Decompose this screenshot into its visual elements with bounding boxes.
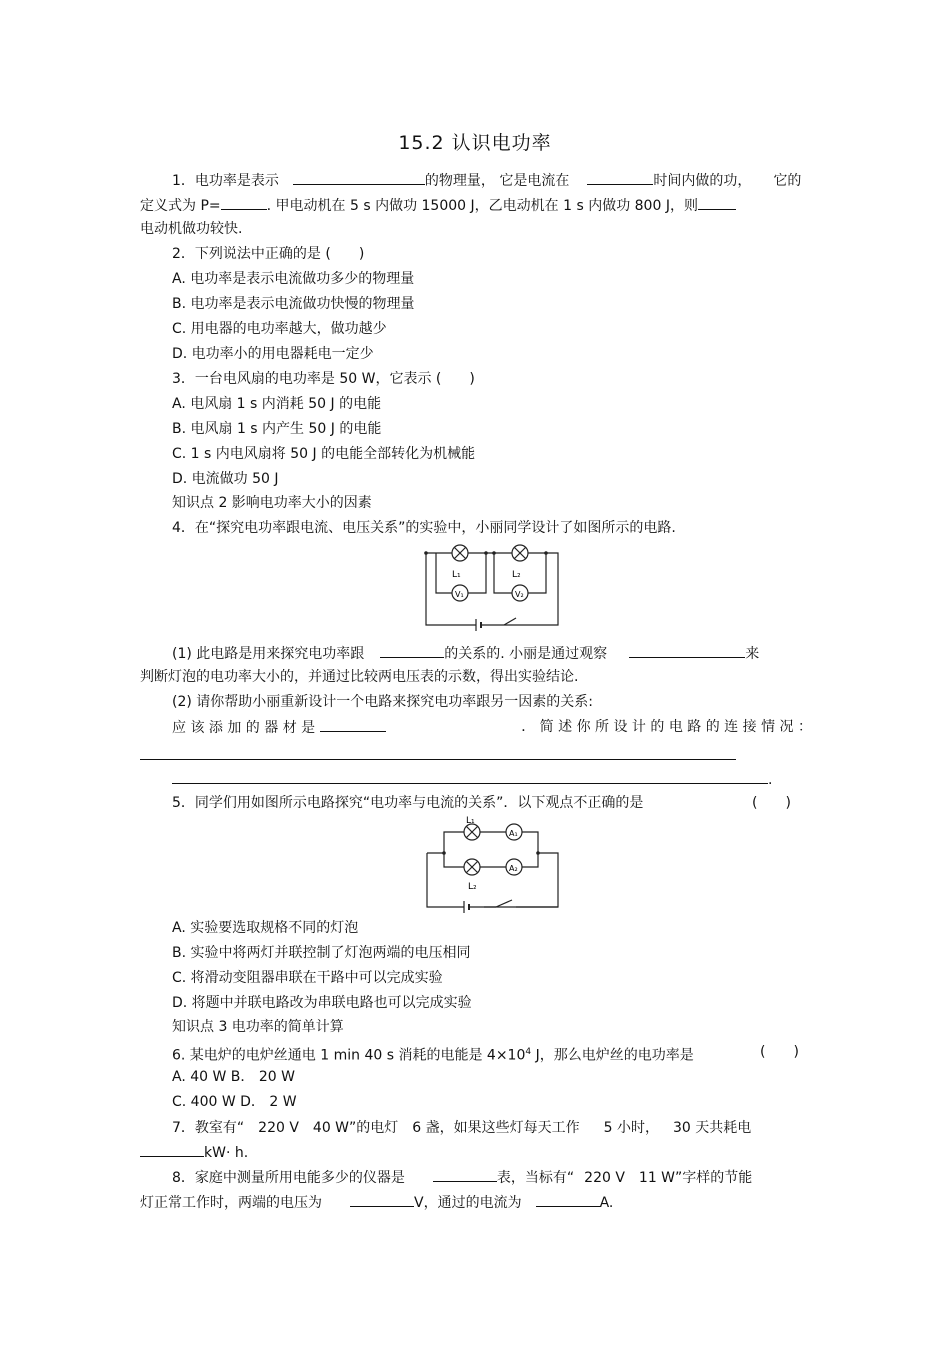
q1-line1: 1．电功率是表示 的物理量， 它是电流在 时间内做的功， 它的 [172,170,812,191]
q4-part2-line1: (2) 请你帮助小丽重新设计一个电路来探究电功率跟另一因素的关系: [172,694,593,710]
q3-option-d: D. 电流做功 50 J [172,471,279,487]
q4-circuit-diagram [418,543,563,635]
knowledge-point-2: 知识点 2 影响电功率大小的因素 [172,495,372,511]
q2-option-a: A. 电功率是表示电流做功多少的物理量 [172,271,415,287]
q2-option-b: B. 电功率是表示电流做功快慢的物理量 [172,296,415,312]
q6-options-ab: A. 40 W B． 20 W [172,1069,295,1085]
q5-label-meter1: A₁ [509,829,518,838]
q5-stem: 5．同学们用如图所示电路探究“电功率与电流的关系”．以下观点不正确的是 ( ) [172,795,791,811]
q6-options-cd: C. 400 W D． 2 W [172,1094,297,1110]
q7-line1: 7．教室有“ 220 V 40 W”的电灯 6 盏，如果这些灯每天工作 5 小时， 30 天共耗电 [172,1120,752,1136]
q5-option-c: C. 将滑动变阻器串联在干路中可以完成实验 [172,970,443,986]
q5-label-lamp1: L₁ [466,816,475,826]
q5-label-meter2: A₂ [509,864,518,873]
q5-label-lamp2: L₂ [468,882,477,892]
q7-line2: kW· h. [140,1142,812,1163]
q4-end-period: . [768,772,773,788]
q3-option-c: C. 1 s 内电风扇将 50 J 的电能全部转化为机械能 [172,446,476,462]
q3-option-a: A. 电风扇 1 s 内消耗 50 J 的电能 [172,396,382,412]
q5-option-d: D. 将题中并联电路改为串联电路也可以完成实验 [172,995,472,1011]
q4-part1-line2: 判断灯泡的电功率大小的，并通过比较两电压表的示数，得出实验结论. [140,669,579,685]
q4-answer-line-1 [140,759,736,760]
q3-stem: 3．一台电风扇的电功率是 50 W，它表示 ( ) [172,371,475,387]
q4-answer-line-2 [172,783,768,784]
knowledge-point-3: 知识点 3 电功率的简单计算 [172,1019,344,1035]
q8-line2: 灯正常工作时，两端的电压为 V，通过的电流为 A. [140,1192,812,1213]
q8-line1: 8．家庭中测量所用电能多少的仪器是 表，当标有“ 220 V 11 W”字样的节能 [172,1167,812,1188]
page-title: 15.2 认识电功率 [398,132,552,154]
q1-line3: 电动机做功较快. [140,221,243,237]
q5-option-a: A. 实验要选取规格不同的灯泡 [172,920,359,936]
q4-label-lamp1: L₁ [452,570,461,580]
q5-circuit-diagram [424,815,564,915]
q2-stem: 2．下列说法中正确的是 ( ) [172,246,365,262]
q4-part1-line1: (1) 此电路是用来探究电功率跟 的关系的. 小丽是通过观察 来 [172,643,812,664]
q2-option-c: C. 用电器的电功率越大，做功越少 [172,321,387,337]
q4-part2-line2: 应 该 添 加 的 器 材 是 ． 简 述 你 所 设 计 的 电 路 的 连 接 情 况 ： [172,719,812,736]
q4-stem: 4．在“探究电功率跟电流、电压关系”的实验中，小丽同学设计了如图所示的电路. [172,520,676,536]
q5-option-b: B. 实验中将两灯并联控制了灯泡两端的电压相同 [172,945,471,961]
q2-option-d: D. 电功率小的用电器耗电一定少 [172,346,374,362]
q3-option-b: B. 电风扇 1 s 内产生 50 J 的电能 [172,421,382,437]
q6-stem: 6. 某电炉的电炉丝通电 1 min 40 s 消耗的电能是 $4\times 10^4$ J，那么电炉丝的电功率是 ( ) [172,1044,799,1064]
q4-label-meter2: V₂ [515,590,524,599]
q4-label-lamp2: L₂ [512,570,521,580]
q4-label-meter1: V₁ [455,590,464,599]
q1-line2: 定义式为 P= . 甲电动机在 5 s 内做功 15000 J，乙电动机在 1 s 内做功 800 J，则 [140,195,812,216]
